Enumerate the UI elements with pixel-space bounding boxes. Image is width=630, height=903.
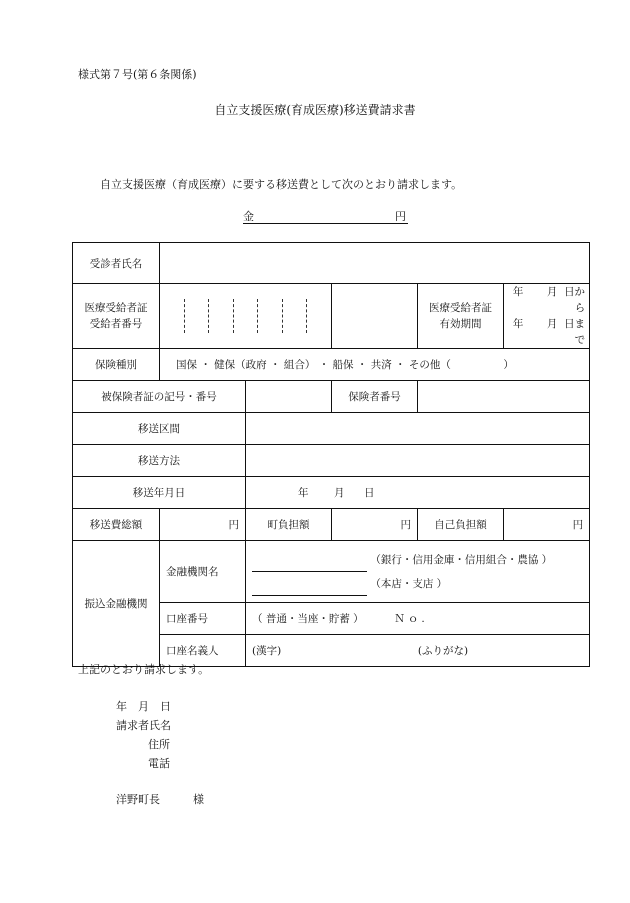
institution-line: [252, 559, 367, 572]
institution-name-label: 金融機関名: [160, 541, 246, 603]
insurer-number-label: 保険者番号: [332, 381, 418, 413]
table-row: [73, 284, 590, 349]
validity-label: [418, 284, 504, 349]
recipient-number-label-line2: 受給者番号: [89, 318, 143, 330]
to-year: 年: [512, 318, 524, 330]
recipient-number-field[interactable]: [160, 284, 332, 349]
table-row: [73, 541, 590, 603]
institution-name-field[interactable]: [246, 541, 590, 603]
total-amount-label: 移送費総額: [73, 509, 160, 541]
transport-year: 年: [298, 487, 309, 499]
table-row: [73, 509, 590, 541]
claim-date[interactable]: 年 月 日: [116, 700, 171, 713]
to-month: 月: [546, 318, 558, 330]
digit-box[interactable]: [233, 299, 258, 333]
account-holder-field[interactable]: [246, 635, 590, 667]
town-share-label: 町負担額: [246, 509, 332, 541]
total-amount-field[interactable]: 円: [160, 509, 246, 541]
branch-types: （本店・支店 ）: [370, 577, 448, 590]
transport-method-field[interactable]: [246, 445, 590, 477]
claim-statement: 上記のとおり請求します。: [78, 663, 210, 676]
table-row: [73, 243, 590, 284]
from-year: 年: [512, 286, 524, 298]
recipient-number-label-line1: 医療受給者証: [84, 302, 148, 314]
account-number-field[interactable]: [246, 603, 590, 635]
amount-field[interactable]: [243, 208, 408, 224]
account-no-label: Ｎｏ.: [394, 613, 428, 625]
insurance-type-options[interactable]: 国保 ・ 健保（政府 ・ 組合） ・ 船保 ・ 共済 ・ その他（ ）: [160, 349, 590, 381]
digit-box[interactable]: [184, 299, 209, 333]
from-month: 月: [546, 286, 558, 298]
institution-types: （銀行・信用金庫・信用組合・農協 ）: [370, 553, 553, 566]
account-holder-label: 口座名義人: [160, 635, 246, 667]
amount-unit: 円: [395, 210, 406, 223]
validity-period-field[interactable]: [504, 284, 590, 349]
insurer-number-field[interactable]: [418, 381, 590, 413]
amount-prefix: 金: [243, 210, 254, 223]
table-row: [73, 445, 590, 477]
insured-card-label: 被保険者証の記号・番号: [73, 381, 246, 413]
branch-line: [252, 583, 367, 596]
town-share-field[interactable]: 円: [332, 509, 418, 541]
claim-form-table: [72, 242, 590, 667]
validity-label-line2: 有効期間: [439, 318, 482, 330]
transport-month: 月: [334, 487, 345, 499]
address-label: 住所: [148, 738, 170, 751]
digit-box[interactable]: [257, 299, 282, 333]
insurance-type-label: 保険種別: [73, 349, 160, 381]
form-number: 様式第７号(第６条関係): [78, 68, 197, 81]
digit-box[interactable]: [306, 299, 331, 333]
transport-date-field[interactable]: [246, 477, 590, 509]
furigana-label: (ふりがな): [417, 645, 469, 657]
intro-text: 自立支援医療（育成医療）に要する移送費として次のとおり請求します。: [100, 178, 463, 191]
transport-section-field[interactable]: [246, 413, 590, 445]
validity-label-line1: 医療受給者証: [429, 302, 492, 314]
account-types: （ 普通・当座・貯蓄 ）: [252, 613, 364, 625]
digit-box[interactable]: [208, 299, 233, 333]
account-number-label: 口座番号: [160, 603, 246, 635]
insured-card-field[interactable]: [246, 381, 332, 413]
to-day: 日まで: [564, 318, 586, 346]
patient-name-field[interactable]: [160, 243, 590, 284]
table-row: [73, 381, 590, 413]
table-row: [73, 413, 590, 445]
page-title: 自立支援医療(育成医療)移送費請求書: [214, 103, 416, 117]
bank-label: 振込金融機関: [73, 541, 160, 667]
table-row: [73, 349, 590, 381]
recipient-number-label: [73, 284, 160, 349]
self-share-label: 自己負担額: [418, 509, 504, 541]
digit-box[interactable]: [282, 299, 307, 333]
claimant-name-label: 請求者氏名: [116, 719, 171, 732]
transport-method-label: 移送方法: [73, 445, 246, 477]
phone-label: 電話: [148, 757, 170, 770]
transport-date-label: 移送年月日: [73, 477, 246, 509]
from-day: 日から: [564, 286, 586, 314]
patient-name-label: 受診者氏名: [73, 243, 160, 284]
table-row: [73, 477, 590, 509]
kanji-label: (漢字): [252, 645, 282, 657]
self-share-field[interactable]: 円: [504, 509, 590, 541]
transport-section-label: 移送区間: [73, 413, 246, 445]
digit-box[interactable]: [160, 299, 184, 333]
addressee: 洋野町長 様: [116, 793, 204, 806]
transport-day: 日: [364, 487, 375, 499]
digit-boxes: [160, 299, 331, 333]
